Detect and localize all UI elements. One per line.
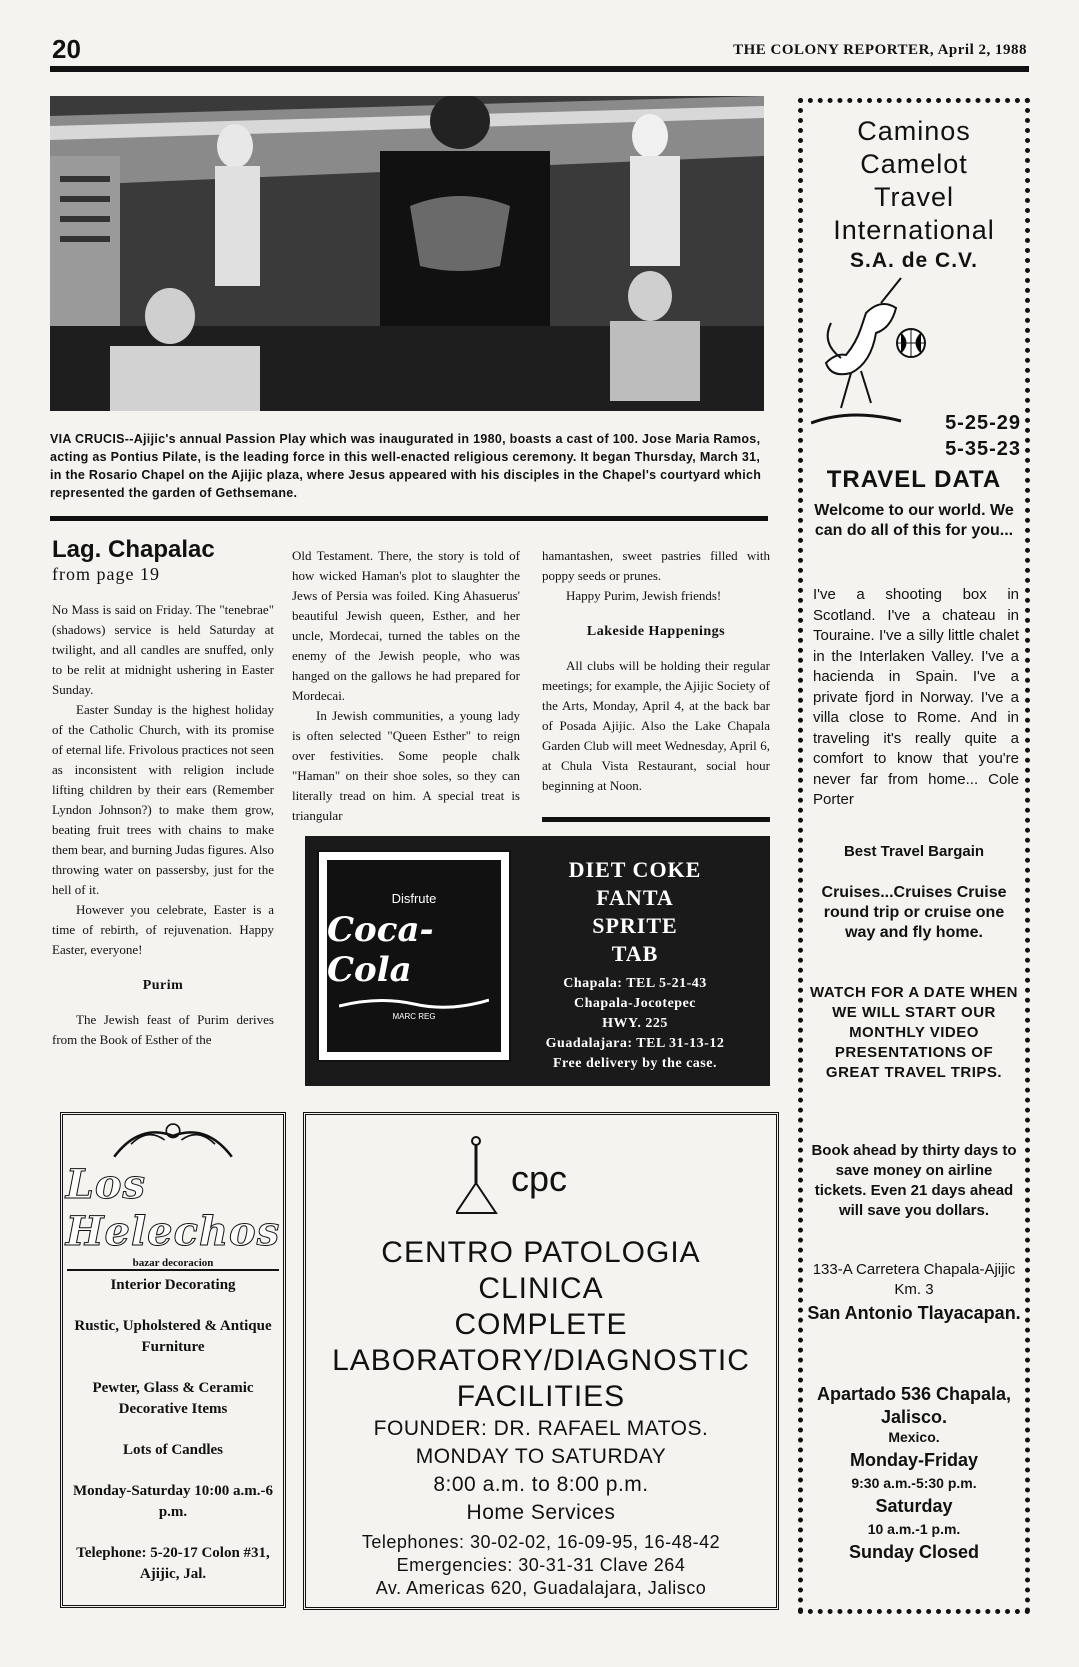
product-name: DIET COKE	[568, 857, 702, 882]
caption-rule	[50, 516, 768, 521]
phone-number: 5-25-29	[945, 412, 1021, 434]
video-notice: WATCH FOR A DATE WHEN WE WILL START OUR MONTHLY VIDEO PRESENTATIONS OF GREAT TRAVEL TRIPS.	[810, 984, 1018, 1081]
cpc-info-line: FOUNDER: DR. RAFAEL MATOS.	[373, 1417, 709, 1440]
disfrute-label: Disfrute	[391, 891, 437, 906]
product-name: FANTA	[596, 885, 674, 910]
cpc-contact-line: Av. Americas 620, Guadalajara, Jalisco	[375, 1578, 707, 1598]
paragraph: The Jewish feast of Purim derives from the Book of Esther of the	[52, 1012, 274, 1047]
booking-tip: Book ahead by thirty days to save money on airline tickets. Even 21 days ahead will save you dollars.	[811, 1142, 1017, 1219]
agency-name-line: Caminos	[857, 116, 971, 146]
cpc-name-line: FACILITIES	[456, 1380, 626, 1413]
cpc-contact-line: Emergencies: 30-31-31 Clave 264	[396, 1555, 686, 1575]
cpc-logo-text: cpc	[511, 1158, 568, 1199]
helechos-name: Los Helechos	[65, 1161, 281, 1255]
cpc-info-line: MONDAY TO SATURDAY	[415, 1445, 667, 1468]
cpc-name-line: COMPLETE	[454, 1308, 628, 1341]
paragraph: All clubs will be holding their regular meetings; for example, the Ajijic Society of the Arts, Monday, April 4, at the back bar of Posada Ajijic. Also the Lake Chapala Garden Club will meet Wednesday, April 6, at Chula Vista Restaurant, social hour beginning at Noon.	[542, 658, 770, 793]
country: Mexico.	[888, 1429, 940, 1445]
paragraph: hamantashen, sweet pastries filled with poppy seeds or prunes.	[542, 548, 770, 583]
fern-icon	[93, 1119, 253, 1161]
paragraph: In Jewish communities, a young lady is often selected "Queen Esther" to reign over festivities. Some people chalk "Haman" on their shoe soles, so they can literally tread on him. A special treat is triangular	[292, 708, 520, 823]
cpc-contact-line: Telephones: 30-02-02, 16-09-95, 16-48-42	[361, 1532, 721, 1552]
best-bargain-heading: Best Travel Bargain	[843, 843, 985, 860]
paragraph: Happy Purim, Jewish friends!	[566, 588, 722, 603]
agency-name-line: Travel	[873, 182, 954, 212]
header-rule	[50, 66, 1029, 72]
article-column-2	[292, 546, 520, 826]
unicorn-globe-icon	[811, 273, 931, 433]
coca-cola-logo	[317, 850, 511, 1062]
coca-cola-script: Coca-Cola	[327, 910, 434, 990]
page-number: 20	[52, 34, 81, 64]
trademark-label: MARC REG	[392, 1012, 436, 1021]
cole-porter-quote: I've a shooting box in Scotland. I've a chateau in Touraine. I've a silly little chalet in the Interlaken Valley. I've a hacienda in Spain. I've a private fjord in Norway. I've a villa close to Rome. And in traveling it's really quite a comfort to know that you're never far from home... Cole Porter	[813, 586, 1019, 808]
address-town: San Antonio Tlayacapan.	[807, 1303, 1021, 1323]
address-line: 133-A Carretera Chapala-Ajijic Km. 3	[812, 1261, 1016, 1298]
product-name: SPRITE	[592, 913, 678, 938]
saturday-label: Saturday	[875, 1496, 953, 1516]
cpc-name-line: LABORATORY/DIAGNOSTIC	[332, 1344, 750, 1377]
cpc-name-line: CENTRO PATOLOGIA	[381, 1236, 701, 1269]
postal-box: Apartado 536 Chapala, Jalisco.	[816, 1384, 1012, 1427]
los-helechos-logo	[67, 1119, 279, 1271]
product-name: TAB	[611, 941, 659, 966]
office-hours	[803, 1449, 1025, 1564]
paragraph: No Mass is said on Friday. The "tenebrae" (shadows) service is held Saturday at twilight, and all candles are snuffed, only to be relit at midnight ushering in Easter Sunday.	[52, 602, 274, 697]
ad-line: Rustic, Upholstered & Antique Furniture	[74, 1318, 272, 1355]
coca-cola-ad	[305, 836, 770, 1086]
weekdays-label: Monday-Friday	[849, 1450, 978, 1470]
info-line: Chapala-Jocotepec	[573, 996, 697, 1011]
los-helechos-ad	[60, 1112, 286, 1608]
agency-name-line: Camelot	[860, 149, 968, 179]
camelot-travel-ad	[798, 98, 1030, 1614]
paragraph: Old Testament. There, the story is told of how wicked Haman's plot to slaughter the Jews of Persia was foiled. King Ahasuerus' beautiful Jewish queen, Esther, and her uncle, Mordecai, turned the tables on the enemy of the Jewish people, who was hanged on the gallows he had prepared for Mordecai.	[292, 548, 520, 703]
masthead: THE COLONY REPORTER, April 2, 1988	[733, 42, 1027, 58]
column-rule	[542, 817, 770, 822]
ad-line: Interior Decorating	[110, 1277, 236, 1293]
weekday-hours: 9:30 a.m.-5:30 p.m.	[851, 1475, 977, 1491]
ad-line: Lots of Candles	[122, 1442, 223, 1458]
cpc-logo-icon	[456, 1133, 626, 1223]
info-line: Chapala: TEL 5-21-43	[563, 976, 707, 991]
sunday-label: Sunday Closed	[848, 1542, 980, 1562]
info-line: Guadalajara: TEL 31-13-12	[545, 1036, 725, 1051]
cpc-info-line: 8:00 a.m. to 8:00 p.m.	[433, 1473, 649, 1496]
ad-line: Monday-Saturday 10:00 a.m.-6 p.m.	[72, 1483, 273, 1520]
info-line: HWY. 225	[602, 1016, 668, 1031]
cpc-info-line: Home Services	[466, 1501, 616, 1524]
cruise-text: Cruises...Cruises Cruise round trip or cruise one way and fly home.	[821, 884, 1007, 941]
helechos-tagline: bazar decoracion	[132, 1257, 214, 1269]
cpc-name-line: CLINICA	[478, 1272, 604, 1305]
continued-from: from page 19	[52, 564, 160, 584]
paragraph: However you celebrate, Easter is a time of rebirth, of rejuvenation. Happy Easter, everyone!	[52, 902, 274, 957]
purim-heading: Purim	[142, 978, 184, 993]
photo-caption: VIA CRUCIS--Ajijic's annual Passion Play which was inaugurated in 1980, boasts a cast of 100. Jose Maria Ramos, acting as Pontius Pilate, is the leading force in this well-enacted religious ceremony. It began Thursday, March 31, in the Rosario Chapel on the Ajijic plaza, where Jesus appeared with his disciples in the Chapel's courtyard which represented the garden of Gethsemane.	[50, 432, 762, 500]
saturday-hours: 10 a.m.-1 p.m.	[867, 1521, 961, 1537]
lakeside-heading: Lakeside Happenings	[586, 624, 726, 639]
ad-line: Pewter, Glass & Ceramic Decorative Items	[92, 1380, 254, 1417]
cpc-lab-ad	[303, 1112, 779, 1610]
article-column-3	[542, 546, 770, 796]
agency-name-line: International	[833, 215, 995, 245]
article-heading: Lag. Chapalac	[52, 536, 215, 563]
passion-play-photo	[50, 96, 764, 411]
coke-text-block	[510, 856, 760, 1074]
travel-data-heading: TRAVEL DATA	[826, 466, 1002, 493]
ad-line: Telephone: 5-20-17 Colon #31, Ajijic, Jal.	[76, 1545, 270, 1582]
welcome-text: Welcome to our world. We can do all of this for you...	[814, 502, 1014, 539]
article-column-1	[52, 536, 275, 1050]
agency-legal-suffix: S.A. de C.V.	[850, 249, 978, 272]
dynamic-ribbon-icon	[339, 996, 489, 1010]
info-line: Free delivery by the case.	[553, 1056, 717, 1071]
phone-number: 5-35-23	[945, 438, 1021, 460]
paragraph: Easter Sunday is the highest holiday of the Catholic Church, with its promise of eternal life. Frivolous practices not seen as inconsistent with religion include lifting children by their ears (Remember Lyndon Johnson?) to make them grow, beating fruit trees with chains to make them bear, and burning Judas figures. Also throwing water on passersby, just for the hell of it.	[52, 702, 275, 897]
